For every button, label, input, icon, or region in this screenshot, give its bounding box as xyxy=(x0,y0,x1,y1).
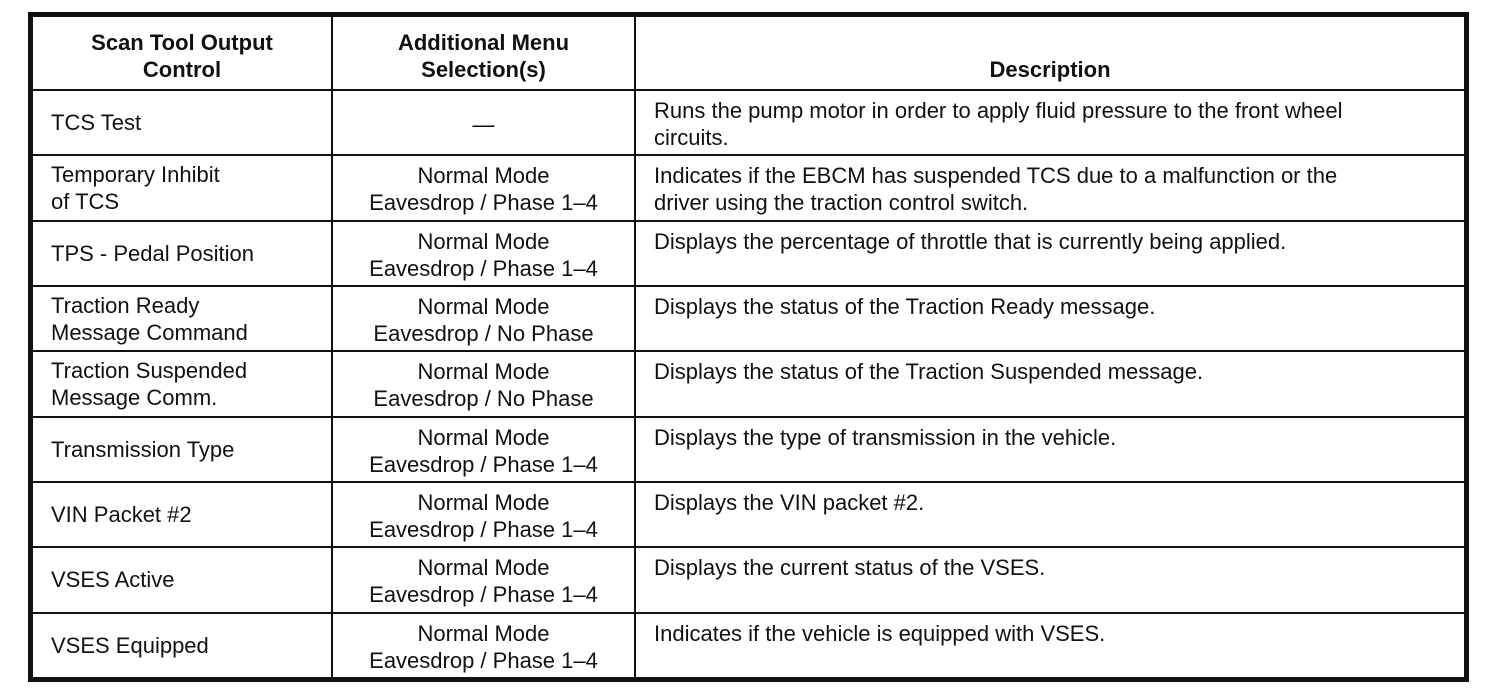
header-menu-selections: Additional Menu Selection(s) xyxy=(332,16,635,90)
control-cell: TPS - Pedal Position xyxy=(32,221,332,286)
table-row xyxy=(32,613,1465,678)
table-row xyxy=(32,417,1465,482)
table-header-row xyxy=(32,16,1465,90)
table-row xyxy=(32,351,1465,416)
menu-cell: Normal Mode Eavesdrop / Phase 1–4 xyxy=(332,482,635,547)
description-cell: Displays the percentage of throttle that is currently being applied. xyxy=(635,221,1465,286)
menu-cell: Normal Mode Eavesdrop / Phase 1–4 xyxy=(332,547,635,612)
menu-cell: Normal Mode Eavesdrop / No Phase xyxy=(332,286,635,351)
control-cell: Traction Ready Message Command xyxy=(32,286,332,351)
table-row xyxy=(32,155,1465,220)
menu-cell: — xyxy=(332,90,635,155)
table-row xyxy=(32,90,1465,155)
description-cell: Indicates if the vehicle is equipped with VSES. xyxy=(635,613,1465,678)
control-cell: Transmission Type xyxy=(32,417,332,482)
table-row xyxy=(32,482,1465,547)
menu-cell: Normal Mode Eavesdrop / Phase 1–4 xyxy=(332,155,635,220)
menu-cell: Normal Mode Eavesdrop / Phase 1–4 xyxy=(332,417,635,482)
control-cell: VSES Equipped xyxy=(32,613,332,678)
header-description: Description xyxy=(635,16,1465,90)
description-cell: Displays the type of transmission in the vehicle. xyxy=(635,417,1465,482)
control-cell: VSES Active xyxy=(32,547,332,612)
control-cell: VIN Packet #2 xyxy=(32,482,332,547)
output-control-table xyxy=(31,15,1466,679)
scan-tool-output-table xyxy=(28,12,1469,682)
description-cell: Displays the current status of the VSES. xyxy=(635,547,1465,612)
control-cell: TCS Test xyxy=(32,90,332,155)
control-cell: Traction Suspended Message Comm. xyxy=(32,351,332,416)
description-cell: Displays the VIN packet #2. xyxy=(635,482,1465,547)
menu-cell: Normal Mode Eavesdrop / No Phase xyxy=(332,351,635,416)
table-row xyxy=(32,286,1465,351)
header-output-control: Scan Tool Output Control xyxy=(32,16,332,90)
table-row xyxy=(32,547,1465,612)
description-cell: Displays the status of the Traction Suspended message. xyxy=(635,351,1465,416)
description-cell: Displays the status of the Traction Ready message. xyxy=(635,286,1465,351)
control-cell: Temporary Inhibit of TCS xyxy=(32,155,332,220)
description-cell: Runs the pump motor in order to apply fluid pressure to the front wheel circuits. xyxy=(635,90,1465,155)
description-cell: Indicates if the EBCM has suspended TCS due to a malfunction or the driver using the traction control switch. xyxy=(635,155,1465,220)
menu-cell: Normal Mode Eavesdrop / Phase 1–4 xyxy=(332,613,635,678)
table-row xyxy=(32,221,1465,286)
menu-cell: Normal Mode Eavesdrop / Phase 1–4 xyxy=(332,221,635,286)
